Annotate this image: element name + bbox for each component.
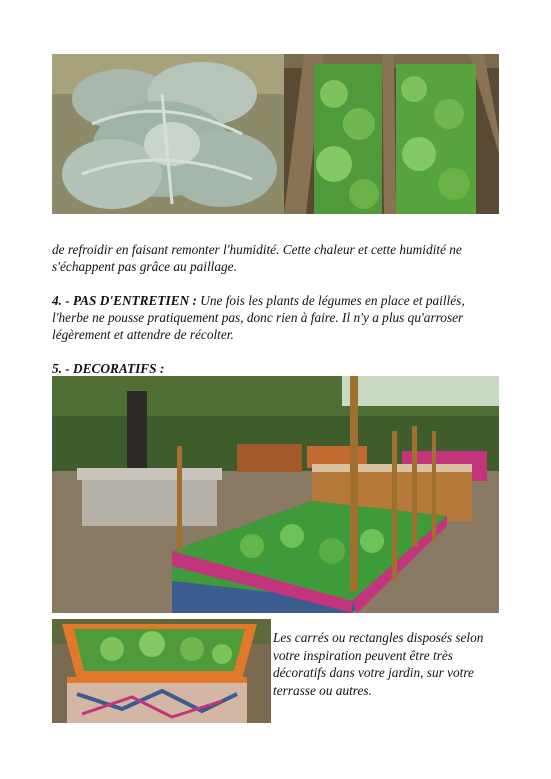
- section-5-paragraph: [52, 360, 502, 377]
- lettuce-bed-photo: [284, 54, 499, 214]
- decorative-planters-photo: [52, 376, 499, 613]
- section-4-paragraph: [52, 292, 502, 343]
- paragraph-intro: de refroidir en faisant remonter l'humidité. Cette chaleur et cette humidité ne s'échappent pas grâce au paillage.: [52, 242, 462, 274]
- cabbage-photo: [52, 54, 284, 214]
- side-caption: Les carrés ou rectangles disposés selon votre inspiration peuvent être très décoratifs dans votre jardin, sur votre terrasse ou autres.: [273, 630, 484, 698]
- section-5-heading: 5. - DECORATIFS :: [52, 361, 165, 376]
- section-4-text: Une fois les plants de légumes en place et paillés, l'herbe ne pousse pratiquement pas, donc rien à faire. Il n'y a plus qu'arroser légèrement et attendre de récolter.: [52, 293, 465, 342]
- orange-planter-photo: [52, 619, 271, 723]
- section-4-heading: 4. - PAS D'ENTRETIEN :: [52, 293, 197, 308]
